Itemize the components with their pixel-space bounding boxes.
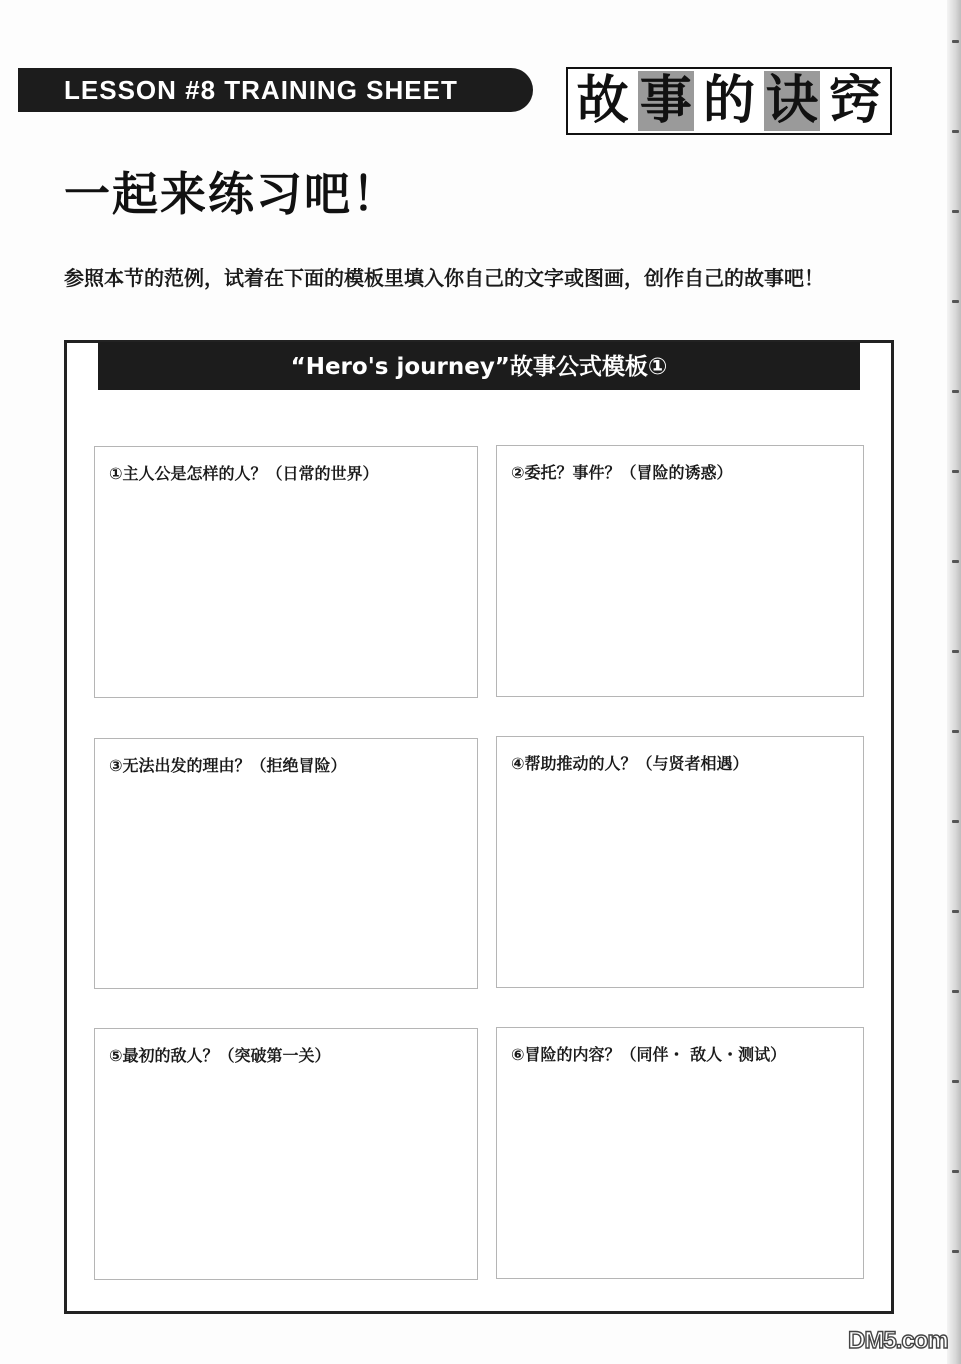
answer-box-4[interactable] bbox=[496, 736, 864, 988]
page-title: 一起来练习吧！ bbox=[64, 167, 400, 221]
site-watermark-logo bbox=[846, 1326, 950, 1354]
box-prompt: ③无法出发的理由？（拒绝冒险） bbox=[109, 756, 347, 775]
series-title-char: 故 bbox=[576, 71, 629, 131]
instruction-text: 参照本节的范例，试着在下面的模板里填入你自己的文字或图画，创作自己的故事吧！ bbox=[64, 266, 824, 290]
series-title-char: 事 bbox=[639, 71, 692, 131]
answer-box-2[interactable] bbox=[496, 445, 864, 697]
answer-box-1[interactable] bbox=[94, 446, 478, 698]
box-prompt: ⑤最初的敌人？（突破第一关） bbox=[109, 1046, 331, 1065]
book-spine-edge bbox=[947, 0, 961, 1364]
box-prompt: ②委托？事件？（冒险的诱惑） bbox=[511, 463, 733, 482]
box-prompt: ④帮助推动的人？（与贤者相遇） bbox=[511, 754, 749, 773]
box-prompt: ⑥冒险的内容？（同伴・ 敌人・测试） bbox=[511, 1045, 787, 1064]
answer-box-6[interactable] bbox=[496, 1027, 864, 1279]
series-title-char: 窍 bbox=[829, 71, 882, 131]
series-title bbox=[566, 67, 892, 135]
answer-box-5[interactable] bbox=[94, 1028, 478, 1280]
series-title-char: 的 bbox=[702, 71, 755, 131]
watermark-text: DM5.com bbox=[848, 1327, 948, 1354]
box-prompt: ①主人公是怎样的人？（日常的世界） bbox=[109, 464, 379, 483]
answer-box-3[interactable] bbox=[94, 738, 478, 989]
series-title-char: 诀 bbox=[766, 71, 819, 131]
template-heading: “Hero's journey”故事公式模板① bbox=[98, 342, 860, 390]
lesson-banner: LESSON #8 TRAINING SHEET bbox=[18, 68, 533, 112]
